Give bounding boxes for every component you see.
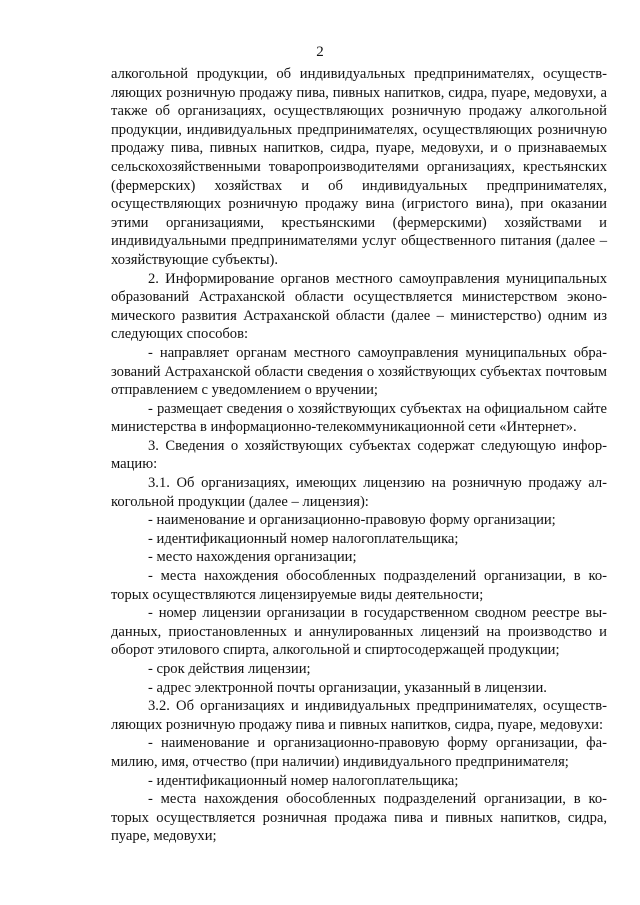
- list-item: - наименование и организационно-правовую форму организации;: [148, 512, 556, 529]
- list-item: - направляет органам местного самоуправления муниципальных образований Астраханской области сведения о хозяйствующих субъектах почтовым отправлением с уведомлением о вручении;: [111, 344, 607, 399]
- paragraph-1: алкогольной продукции, об индивидуальных предпринимателях, осуществляющих розничную продажу пива, пивных напитков, сидра, пуаре, медовухи, а также об организациях, осуществляющих розничную продажу алкогольной продукции, индивидуальных предпринимателях, осуществляющих розничную продажу пива, пивных напитков, сидра, пуаре, медовухи, и о признаваемых сельскохозяйственными товаропроизводителями организациях, крестьянских (фермерских) хозяйствах и об индивидуальных предпринимателях, осуществляющих розничную продажу вина (игристого вина), при оказании этими организациями, крестьянскими (фермерскими) хозяйствами и индивидуальными предпринимателями услуг общественного питания (далее – хозяйствующие субъекты).: [111, 66, 607, 268]
- list-item: - адрес электронной почты организации, указанный в лицензии.: [148, 679, 547, 696]
- list-item: - наименование и организационно-правовую форму организации, фамилию, имя, отчество (при наличии) индивидуального предпринимателя;: [111, 735, 607, 770]
- list-item: - номер лицензии организации в государственном сводном реестре выданных, приостановленных и аннулированных лицензий на производство и оборот этилового спирта, алкогольной и спиртосодержащей продукции;: [111, 605, 607, 659]
- list-item: - срок действия лицензии;: [148, 661, 311, 677]
- list-item: - идентификационный номер налогоплательщика;: [148, 772, 459, 789]
- paragraph-3-2: 3.2. Об организациях и индивидуальных предпринимателях, осуществляющих розничную продажу пива и пивных напитков, сидра, пуаре, медовухи:: [111, 698, 607, 733]
- list-item: - размещает сведения о хозяйствующих субъектах на официальном сайте министерства в информационно-телекоммуникационной сети «Интернет».: [111, 400, 607, 436]
- list-item: - места нахождения обособленных подразделений организации, в которых осуществляются лицензируемые виды деятельности;: [111, 568, 607, 603]
- list-item: - идентификационный номер налогоплательщика;: [148, 530, 459, 547]
- paragraph-2: 2. Информирование органов местного самоуправления муниципальных образований Астраханской области осуществляется министерством экономического развития Астраханской области (далее – министерство) одним из следующих способов:: [111, 270, 607, 343]
- list-item: - места нахождения обособленных подразделений организации, в которых осуществляется розничная продажа пива и пивных напитков, сидра, пуаре, медовухи;: [111, 791, 607, 845]
- page-number: 2: [316, 44, 324, 60]
- paragraph-3: 3. Сведения о хозяйствующих субъектах содержат следующую информацию:: [111, 437, 607, 473]
- document-body: [111, 65, 607, 846]
- paragraph-3-1: 3.1. Об организациях, имеющих лицензию на розничную продажу алкогольной продукции (далее – лицензия):: [111, 475, 607, 510]
- list-item: - место нахождения организации;: [148, 549, 357, 566]
